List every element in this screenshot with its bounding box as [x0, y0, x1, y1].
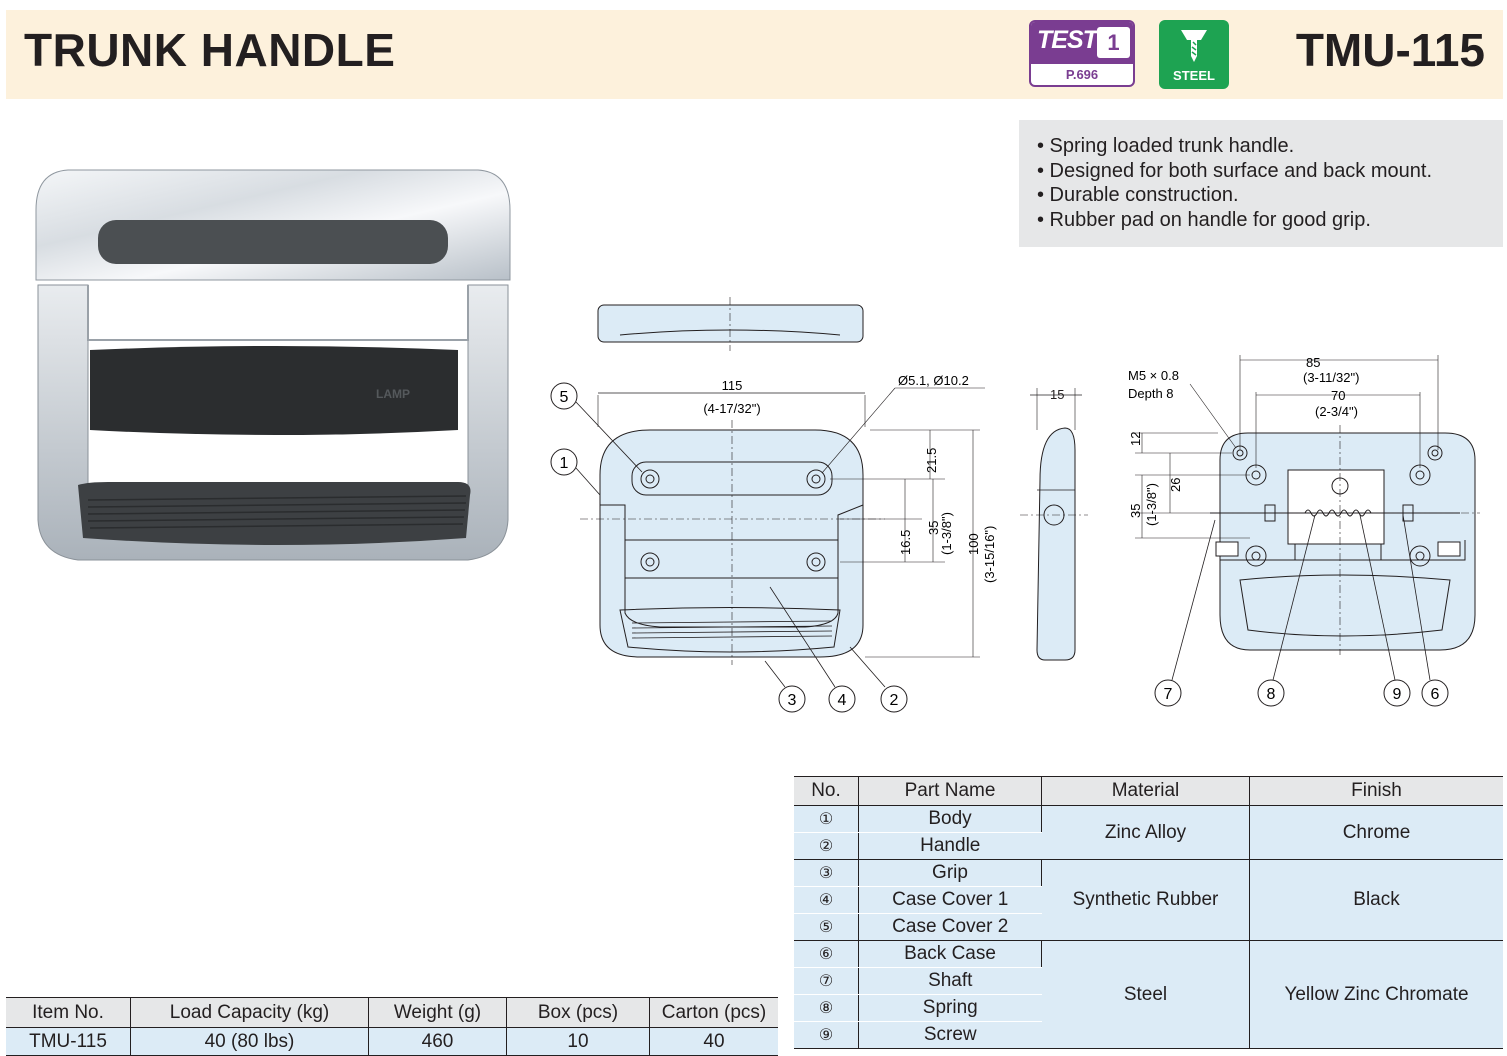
- spec-header-box: Box (pcs): [507, 998, 650, 1028]
- feature-item: • Rubber pad on handle for good grip.: [1037, 208, 1371, 231]
- spec-header-carton: Carton (pcs): [650, 998, 779, 1028]
- callout-9: 9: [1392, 686, 1402, 703]
- part-no: ③: [794, 860, 859, 887]
- dim-26: 26: [1168, 477, 1183, 492]
- spec-header-item: Item No.: [6, 998, 131, 1028]
- feature-item: • Designed for both surface and back mount.: [1037, 159, 1433, 182]
- spec-table-header: [6, 998, 778, 1028]
- feature-item: • Durable construction.: [1037, 184, 1239, 206]
- part-name: Back Case: [859, 941, 1042, 968]
- dim-depth: 15: [1050, 387, 1065, 402]
- screw-icon: [1159, 20, 1229, 70]
- dim-21-5: 21.5: [924, 447, 939, 473]
- table-row: [794, 941, 1503, 968]
- dim-35-back: 35: [1128, 503, 1143, 518]
- product-photo: [28, 160, 518, 580]
- spec-carton: 40: [650, 1028, 779, 1056]
- dim-70-inch: (2-3/4"): [1315, 404, 1358, 419]
- part-name: Body: [859, 806, 1042, 833]
- test-badge-word: TEST: [1037, 26, 1097, 54]
- dim-width: 115: [721, 378, 743, 393]
- parts-table: [794, 776, 1503, 1049]
- test-badge-number: 1: [1097, 27, 1130, 58]
- parts-header-name: Part Name: [859, 777, 1042, 806]
- part-no: ⑤: [794, 914, 859, 941]
- top-view-drawing: [590, 295, 880, 355]
- dim-100: 100: [966, 533, 981, 555]
- test-badge-page: P.696: [1065, 67, 1099, 82]
- spec-weight: 460: [369, 1028, 507, 1056]
- back-view-drawing: [1120, 350, 1505, 720]
- dim-35-inch: (1-3/8"): [939, 512, 954, 555]
- part-material: Synthetic Rubber: [1042, 860, 1250, 941]
- part-finish: Chrome: [1250, 806, 1504, 860]
- callout-1: 1: [559, 455, 569, 472]
- part-finish: Yellow Zinc Chromate: [1250, 941, 1504, 1049]
- part-no: ⑨: [794, 1022, 859, 1049]
- part-no: ②: [794, 833, 859, 860]
- dim-35: 35: [926, 520, 941, 535]
- part-name: Shaft: [859, 968, 1042, 995]
- table-row: [794, 806, 1503, 833]
- part-name: Screw: [859, 1022, 1042, 1049]
- front-view-drawing: [540, 365, 1010, 720]
- callout-7: 7: [1163, 686, 1173, 703]
- part-name: Case Cover 1: [859, 887, 1042, 914]
- spec-load: 40 (80 lbs): [131, 1028, 369, 1056]
- model-number: TMU-115: [1295, 24, 1485, 76]
- part-name: Spring: [859, 995, 1042, 1022]
- callout-5: 5: [559, 389, 569, 406]
- callout-6: 6: [1430, 686, 1440, 703]
- part-name: Grip: [859, 860, 1042, 887]
- parts-header-finish: Finish: [1250, 777, 1504, 806]
- feature-list: [1019, 120, 1503, 247]
- part-name: Handle: [859, 833, 1042, 860]
- dim-85: 85: [1306, 355, 1321, 370]
- dim-thread: M5 × 0.8: [1128, 368, 1179, 383]
- dim-12: 12: [1128, 431, 1143, 446]
- parts-table-header: [794, 777, 1503, 806]
- spec-header-load: Load Capacity (kg): [131, 998, 369, 1028]
- part-no: ⑦: [794, 968, 859, 995]
- page-title: TRUNK HANDLE: [24, 24, 396, 76]
- feature-item: • Spring loaded trunk handle.: [1037, 135, 1295, 157]
- photo-logo: LAMP: [376, 387, 410, 401]
- callout-8: 8: [1266, 686, 1276, 703]
- callout-3: 3: [787, 692, 797, 709]
- spec-table: [6, 997, 778, 1056]
- callout-2: 2: [889, 692, 899, 709]
- test-badge: [1029, 20, 1135, 87]
- dim-100-inch: (3-15/16"): [982, 525, 997, 583]
- dim-85-inch: (3-11/32"): [1303, 370, 1360, 385]
- spec-header-weight: Weight (g): [369, 998, 507, 1028]
- dim-width-inch: (4-17/32"): [703, 401, 761, 416]
- part-no: ⑧: [794, 995, 859, 1022]
- dim-35-back-inch: (1-3/8"): [1144, 483, 1159, 526]
- dim-70: 70: [1331, 388, 1346, 403]
- dim-hole: Ø5.1, Ø10.2: [898, 373, 969, 388]
- table-row: [794, 860, 1503, 887]
- part-material: Zinc Alloy: [1042, 806, 1250, 860]
- steel-badge-label: STEEL: [1173, 68, 1215, 83]
- part-material: Steel: [1042, 941, 1250, 1049]
- part-no: ①: [794, 806, 859, 833]
- part-name: Case Cover 2: [859, 914, 1042, 941]
- spec-item: TMU-115: [6, 1028, 131, 1056]
- part-no: ⑥: [794, 941, 859, 968]
- callout-4: 4: [837, 692, 847, 709]
- part-no: ④: [794, 887, 859, 914]
- spec-box: 10: [507, 1028, 650, 1056]
- steel-badge: [1159, 20, 1229, 89]
- parts-header-material: Material: [1042, 777, 1250, 806]
- dim-thread-depth: Depth 8: [1128, 386, 1174, 401]
- parts-header-no: No.: [794, 777, 859, 806]
- table-row: [6, 1028, 778, 1056]
- side-view-drawing: [1020, 380, 1090, 665]
- dim-16-5: 16.5: [898, 529, 913, 555]
- part-finish: Black: [1250, 860, 1504, 941]
